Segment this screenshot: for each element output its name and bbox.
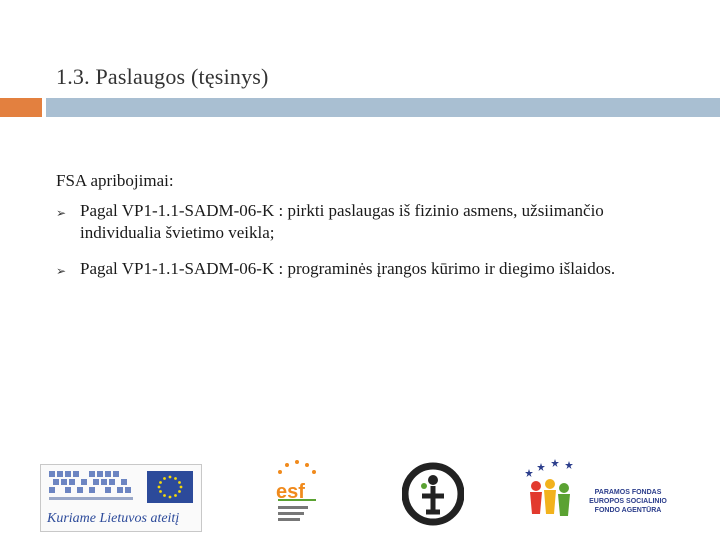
bullet-text: Pagal VP1-1.1-SADM-06-K : pirkti paslaugas iš fizinio asmens, užsiimančio individualia švietimo veikla;	[80, 201, 604, 242]
ministry-emblem-logo	[402, 462, 464, 526]
bullet-text: Pagal VP1-1.1-SADM-06-K : programinės įrangos kūrimo ir diegimo išlaidos.	[80, 259, 616, 278]
mosaic-icon	[47, 469, 137, 507]
bullet-item	[56, 200, 676, 244]
title-accent-bar	[0, 98, 42, 117]
esf-logo	[272, 458, 322, 526]
section-heading: FSA apribojimai:	[56, 171, 174, 190]
slide-title: 1.3. Paslaugos (tęsinys)	[56, 64, 269, 89]
logo-strip	[0, 458, 720, 538]
title-rule-bar	[46, 98, 720, 117]
paramos-line-1: PARAMOS FONDAS	[594, 489, 662, 496]
esf-wordmark: esf	[276, 481, 305, 503]
paramos-line-2: EUROPOS SOCIALINIO	[589, 498, 667, 505]
paramos-fondas-text	[582, 488, 674, 515]
paramos-line-3: FONDO AGENTŪRA	[594, 507, 662, 514]
ministry-motto: Kuriame Lietuvos ateitį	[47, 511, 180, 526]
arrow-bullet-icon: ➢	[56, 206, 67, 220]
arrow-bullet-icon: ➢	[56, 264, 67, 278]
slide-content	[56, 170, 676, 294]
paramos-fondas-logo	[518, 458, 678, 528]
ministry-logo	[40, 464, 202, 532]
bullet-item	[56, 258, 676, 280]
eu-flag-icon	[147, 471, 193, 503]
